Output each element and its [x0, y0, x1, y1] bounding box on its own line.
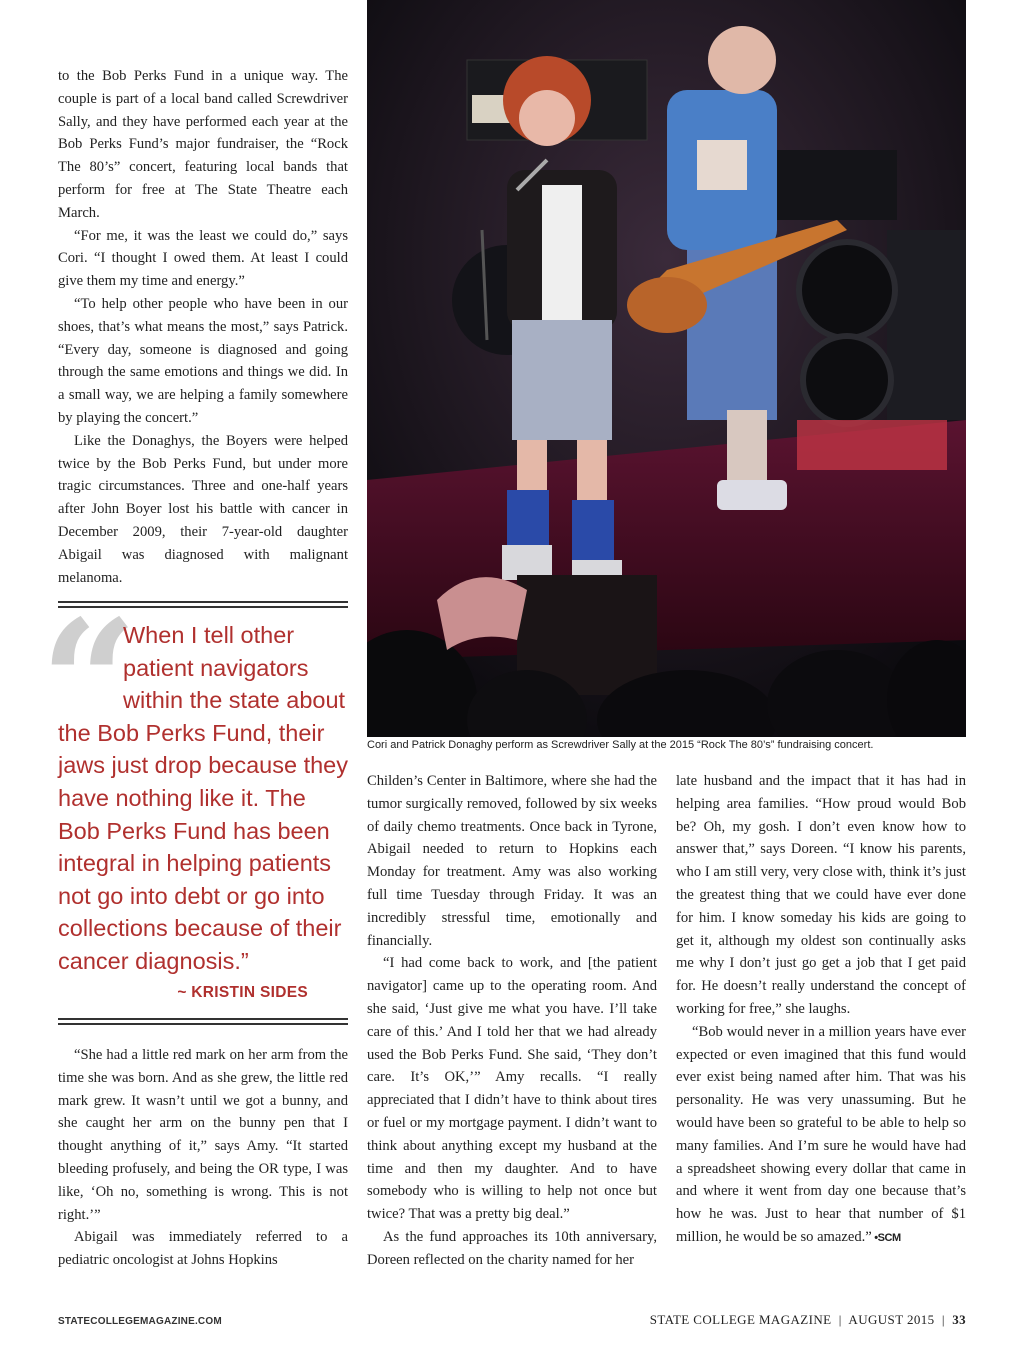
page-number: 33 — [952, 1312, 966, 1327]
article-paragraph: “Bob would never in a million years have ever expected or even imagined that this fund would ever exist being named after him. That was his personality. He was very unassuming. But he would have been so grateful to be able to help so many families. And I’m sure he would have had a spreadsheet showing every dollar that came in and where it went from day one because that’s how he was. Just to hear that number of $1 million, he would be so amazed.” •SCM — [676, 1023, 966, 1245]
article-paragraph: Childen’s Center in Baltimore, where she had the tumor surgically removed, followed by six weeks of daily chemo treatments. Once back in Tyrone, Abigail needed to return to Hopkins each Monday for treatment. Amy was also working full time Tuesday through Friday. It was an incredibly stressful time, emotionally and financially. — [367, 773, 657, 949]
article-column-left-top — [58, 65, 348, 589]
footer-folio — [650, 1312, 966, 1328]
end-mark-icon: •SCM — [871, 1231, 901, 1244]
article-paragraph: late husband and the impact that it has had in helping area families. “How proud would Bob be? Oh, my gosh. I don’t even know how to answer that,” says Doreen. “I know his parents, who I am still very, very close with, think it’s just the greatest thing that we could have ever done for him. I know someday his kids are going to get it, although my oldest son continually asks me why I don’t just go get a job that I get paid for. He doesn’t really understand the concept of working for free,” she laughs. — [676, 773, 966, 1017]
article-paragraph: “To help other people who have been in our shoes, that’s what means the most,” says Patrick. “Every day, someone is diagnosed and going through the same emotions and things we did. In a small way, we are helping a family somewhere by playing the concert.” — [58, 295, 348, 426]
article-paragraph: Abigail was immediately referred to a pediatric oncologist at Johns Hopkins — [58, 1229, 348, 1269]
pull-quote-bottom-rule — [58, 1018, 348, 1025]
concert-photo-image — [367, 0, 966, 737]
article-paragraph: As the fund approaches its 10th anniversary, Doreen reflected on the charity named for her — [367, 1228, 657, 1268]
pull-quote-line: within the state about — [123, 687, 346, 714]
footer-website: STATECOLLEGEMAGAZINE.COM — [58, 1316, 222, 1327]
footer-magazine: STATE COLLEGE MAGAZINE — [649, 1312, 832, 1327]
pull-quote-attribution: ~ KRISTIN SIDES — [177, 984, 308, 1001]
article-paragraph: “For me, it was the least we could do,” says Cori. “I thought I owed them. At least I could give them my time and energy.” — [58, 227, 348, 290]
concert-photo — [367, 0, 966, 737]
pull-quote — [58, 619, 348, 978]
article-column-middle — [367, 770, 657, 1272]
footer-issue: AUGUST 2015 — [848, 1312, 935, 1327]
article-column-left-bottom — [58, 1044, 348, 1272]
article-paragraph: to the Bob Perks Fund in a unique way. The couple is part of a local band called Screwdriver Sally, and they have performed each year at the Bob Perks Fund’s major fundraiser, the “Rock The 80’s” concert, featuring local bands that perform for free at The State Theatre each March. — [58, 68, 348, 221]
quote-mark-icon: “ — [40, 583, 138, 783]
article-paragraph: “I had come back to work, and [the patient navigator] came up to the operating room. And she said, ‘Just give me what you have. I’ll take care of this.’ And I told her that we had already used the Bob Perks Fund. She said, ‘They don’t care. It’s OK,’” Amy recalls. “I really appreciated that I didn’t have to think about tires or fuel or my mortgage payment. I didn’t want to think about anything except my husband at the time and then my daughter. And to have somebody who is willing to help not once but twice? That was a pretty big deal.” — [367, 955, 657, 1223]
pull-quote-text: the Bob Perks Fund, their jaws just drop because they have nothing like it. The Bob Perks Fund has been integral in helping patients not go into debt or go into collections because of their cancer diagnosis.” — [58, 719, 348, 974]
pull-quote-line: patient navigators — [123, 654, 309, 681]
footer-separator: | — [941, 1312, 945, 1327]
footer-separator: | — [838, 1312, 842, 1327]
pull-quote-line: When I tell other — [123, 622, 295, 648]
article-paragraph: “She had a little red mark on her arm from the time she was born. And as she grew, the little red mark grew. It wasn’t until we got a bunny, and she caught her arm on the bunny pen that I thought anything of it,” says Amy. “It started bleeding profusely, and being the OR type, I was like, ‘Oh no, something is wrong. This is not right.’” — [58, 1047, 348, 1223]
article-column-right — [676, 770, 966, 1250]
photo-caption: Cori and Patrick Donaghy perform as Screwdriver Sally at the 2015 “Rock The 80’s” fundraising concert. — [367, 739, 874, 751]
article-paragraph: Like the Donaghys, the Boyers were helped twice by the Bob Perks Fund, but under more tragic circumstances. Three and one-half years after John Boyer lost his battle with cancer in December 2009, their 7-year-old daughter Abigail was diagnosed with malignant melanoma. — [58, 432, 348, 586]
